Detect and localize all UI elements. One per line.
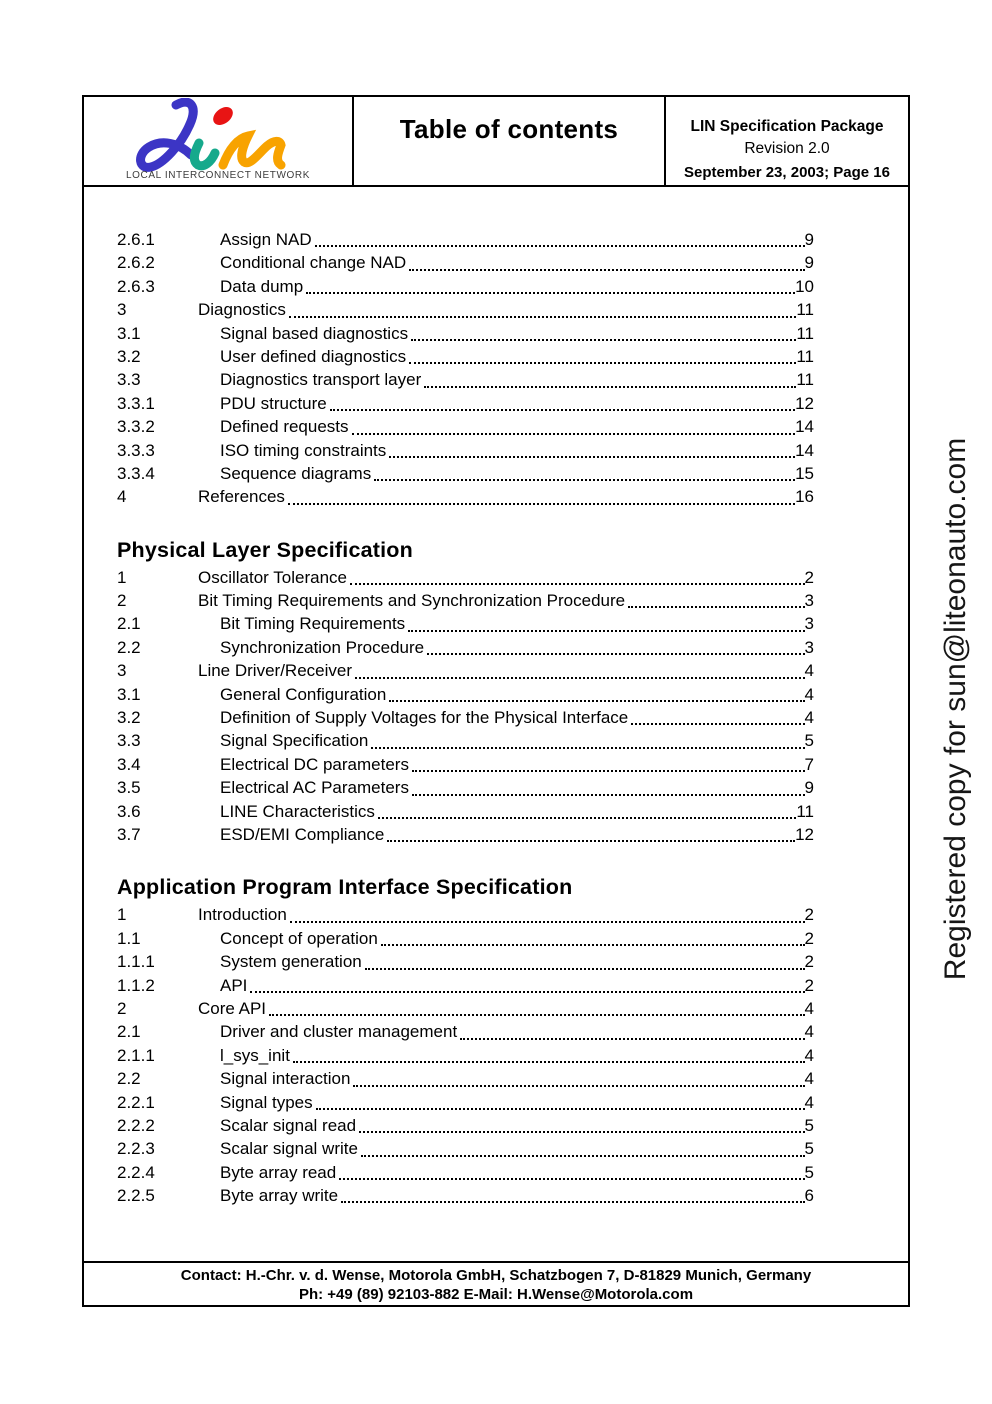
toc-entry [117, 706, 814, 729]
entry-title: Electrical AC Parameters [220, 778, 409, 798]
entry-number: 2.2.1 [117, 1092, 155, 1112]
entry-page-number: 3 [804, 637, 814, 657]
entry-title: ISO timing constraints [220, 440, 387, 460]
entry-title: Bit Timing Requirements [220, 614, 406, 634]
entry-number: 1.1 [117, 928, 141, 948]
logo-n-stroke [223, 136, 281, 165]
entry-page-number: 2 [804, 952, 814, 972]
entry-number: 3 [117, 661, 127, 681]
leader-dots [628, 706, 804, 729]
page-title: Table of contents [399, 114, 619, 144]
logo-l-stroke [141, 102, 194, 167]
entry-title: Byte array write [220, 1186, 339, 1206]
leader-dots [266, 997, 804, 1020]
entry-page-number: 9 [804, 230, 814, 249]
entry-number: 3.1 [117, 323, 141, 343]
toc-entry [117, 612, 814, 635]
toc-entry [117, 298, 814, 321]
toc-entry [117, 903, 814, 926]
leader-dots [350, 1067, 804, 1090]
entry-page-number: 9 [804, 778, 814, 798]
toc-entry [117, 1184, 814, 1207]
toc-content-box [82, 185, 910, 1263]
entry-title: Diagnostics [198, 300, 286, 320]
toc-section-heading: Application Program Interface Specification [117, 875, 573, 900]
entry-page-number: 11 [796, 370, 814, 390]
lin-logo [84, 97, 352, 185]
toc-entry [117, 462, 814, 485]
entry-page-number: 12 [795, 824, 814, 844]
leader-dots [285, 485, 795, 508]
entry-number: 1 [117, 905, 127, 925]
toc-entry [117, 439, 814, 462]
entry-title: Electrical DC parameters [220, 754, 409, 774]
entry-page-number: 10 [795, 276, 814, 296]
entry-number: 2 [117, 998, 127, 1018]
leader-dots [406, 345, 796, 368]
entry-title: Sequence diagrams [220, 463, 372, 483]
toc [117, 228, 814, 1207]
entry-title: Introduction [198, 905, 287, 925]
leader-dots [625, 589, 804, 612]
leader-dots [338, 1184, 804, 1207]
entry-number: 3.1 [117, 684, 141, 704]
leader-dots [336, 1161, 804, 1184]
entry-page-number: 4 [804, 661, 814, 681]
entry-number: 3.7 [117, 824, 141, 844]
entry-title: References [198, 487, 285, 507]
spec-package-label: LIN Specification Package [690, 118, 884, 135]
entry-page-number: 14 [795, 417, 814, 437]
leader-dots [356, 1114, 804, 1137]
entry-page-number: 3 [804, 614, 814, 634]
leader-dots [303, 275, 795, 298]
entry-title: Data dump [220, 276, 304, 296]
toc-entry [117, 1137, 814, 1160]
header-title-cell [352, 97, 664, 185]
entry-title: Conditional change NAD [220, 253, 407, 273]
entry-page-number: 5 [804, 1139, 814, 1159]
entry-page-number: 15 [795, 463, 814, 483]
header-meta-cell [664, 97, 908, 185]
entry-page-number: 3 [804, 591, 814, 611]
entry-page-number: 2 [804, 905, 814, 925]
entry-number: 2.2 [117, 637, 141, 657]
toc-entry [117, 1020, 814, 1043]
entry-page-number: 11 [796, 801, 814, 821]
entry-title: Bit Timing Requirements and Synchronization Procedure [198, 591, 626, 611]
entry-number: 2.2.2 [117, 1115, 155, 1135]
leader-dots [290, 1044, 805, 1067]
leader-dots [347, 566, 805, 589]
entry-title: Scalar signal write [220, 1139, 358, 1159]
entry-title: Signal Specification [220, 731, 369, 751]
leader-dots [352, 659, 805, 682]
leader-dots [368, 729, 804, 752]
entry-number: 3.3.1 [117, 393, 155, 413]
entry-number: 2.6.1 [117, 230, 155, 249]
leader-dots [247, 974, 804, 997]
entry-title: PDU structure [220, 393, 327, 413]
entry-number: 2.1 [117, 1022, 141, 1042]
leader-dots [327, 392, 795, 415]
entry-page-number: 11 [796, 323, 814, 343]
toc-entry [117, 1044, 814, 1067]
entry-number: 2.6.3 [117, 276, 155, 296]
entry-title: Definition of Supply Voltages for the Physical Interface [220, 708, 629, 728]
entry-number: 3.3 [117, 370, 141, 390]
entry-page-number: 11 [796, 346, 814, 366]
toc-entry [117, 275, 814, 298]
entry-page-number: 7 [804, 754, 814, 774]
entry-page-number: 4 [804, 998, 814, 1018]
entry-number: 3.3.3 [117, 440, 155, 460]
entry-page-number: 14 [795, 440, 814, 460]
toc-entry [117, 800, 814, 823]
entry-number: 2.2.3 [117, 1139, 155, 1159]
entry-page-number: 2 [804, 567, 814, 587]
entry-page-number: 4 [804, 1045, 814, 1065]
entry-title: Assign NAD [220, 230, 312, 249]
toc-section-heading: Physical Layer Specification [117, 537, 413, 562]
leader-dots [286, 298, 796, 321]
toc-entry [117, 753, 814, 776]
toc-entry [117, 950, 814, 973]
leader-dots [386, 439, 795, 462]
toc-entry [117, 1114, 814, 1137]
toc-entry [117, 927, 814, 950]
entry-number: 2.2.4 [117, 1162, 155, 1182]
entry-page-number: 4 [804, 1069, 814, 1089]
logo-i-dot [210, 103, 237, 128]
entry-title: Concept of operation [220, 928, 378, 948]
entry-page-number: 4 [804, 1022, 814, 1042]
leader-dots [457, 1020, 804, 1043]
entry-page-number: 5 [804, 1115, 814, 1135]
toc-entry [117, 1067, 814, 1090]
toc-entry [117, 415, 814, 438]
toc-entry [117, 776, 814, 799]
footer-contact-line: Contact: H.-Chr. v. d. Wense, Motorola GmbH, Schatzbogen 7, D-81829 Munich, Germany [180, 1267, 812, 1284]
entry-number: 2.6.2 [117, 253, 155, 273]
entry-page-number: 16 [795, 487, 814, 507]
entry-number: 2 [117, 591, 127, 611]
entry-title: Defined requests [220, 417, 349, 437]
entry-title: LINE Characteristics [220, 801, 375, 821]
entry-number: 1 [117, 567, 127, 587]
toc-entry [117, 322, 814, 345]
toc-entry [117, 345, 814, 368]
lin-logo-graphic [102, 98, 334, 172]
footer-phone-email-line: Ph: +49 (89) 92103-882 E-Mail: H.Wense@Motorola.com [298, 1286, 694, 1303]
toc-entry [117, 659, 814, 682]
entry-title: Diagnostics transport layer [220, 370, 422, 390]
entry-title: Driver and cluster management [220, 1022, 458, 1042]
date-page-label: September 23, 2003; Page 16 [684, 164, 890, 181]
entry-number: 2.2.5 [117, 1186, 155, 1206]
entry-page-number: 5 [804, 731, 814, 751]
entry-title: General Configuration [220, 684, 387, 704]
leader-dots [384, 823, 795, 846]
entry-title: ESD/EMI Compliance [220, 824, 385, 844]
entry-page-number: 6 [804, 1186, 814, 1206]
toc-entry [117, 485, 814, 508]
registered-copy-watermark: Registered copy for sun@liteonauto.com [939, 437, 972, 981]
leader-dots [313, 1091, 805, 1114]
entry-page-number: 4 [804, 1092, 814, 1112]
entry-number: 3.3 [117, 731, 141, 751]
leader-dots [408, 322, 796, 345]
leader-dots [375, 800, 796, 823]
revision-label: Revision 2.0 [744, 140, 830, 157]
entry-number: 2.1.1 [117, 1045, 155, 1065]
entry-title: Signal types [220, 1092, 313, 1112]
toc-entry [117, 368, 814, 391]
logo-i-stroke [194, 143, 215, 166]
entry-title: User defined diagnostics [220, 346, 407, 366]
entry-number: 3.2 [117, 708, 141, 728]
toc-entry [117, 1161, 814, 1184]
entry-page-number: 2 [804, 975, 814, 995]
entry-number: 3.6 [117, 801, 141, 821]
toc-entry [117, 251, 814, 274]
entry-number: 3.4 [117, 754, 141, 774]
entry-page-number: 9 [804, 253, 814, 273]
entry-number: 1.1.1 [117, 952, 155, 972]
document-footer [82, 1261, 910, 1307]
entry-page-number: 2 [804, 928, 814, 948]
leader-dots [409, 776, 805, 799]
entry-number: 1.1.2 [117, 975, 155, 995]
toc-entry [117, 636, 814, 659]
entry-title: Signal interaction [220, 1069, 351, 1089]
entry-title: Signal based diagnostics [220, 323, 409, 343]
logo-caption: LOCAL INTERCONNECT NETWORK [126, 170, 310, 181]
toc-entry [117, 997, 814, 1020]
entry-number: 3.3.2 [117, 417, 155, 437]
entry-number: 4 [117, 487, 127, 507]
leader-dots [421, 368, 796, 391]
entry-title: Oscillator Tolerance [198, 567, 347, 587]
leader-dots [358, 1137, 805, 1160]
document-header [82, 95, 910, 187]
entry-number: 2.2 [117, 1069, 141, 1089]
toc-entry [117, 729, 814, 752]
leader-dots [362, 950, 805, 973]
toc-entry [117, 974, 814, 997]
toc-entry [117, 392, 814, 415]
entry-page-number: 5 [804, 1162, 814, 1182]
leader-dots [349, 415, 796, 438]
entry-number: 3.5 [117, 778, 141, 798]
toc-entry [117, 1091, 814, 1114]
entry-number: 3.2 [117, 346, 141, 366]
leader-dots [406, 251, 804, 274]
leader-dots [409, 753, 805, 776]
entry-title: Core API [198, 998, 267, 1018]
leader-dots [371, 462, 795, 485]
entry-title: System generation [220, 952, 362, 972]
entry-number: 2.1 [117, 614, 141, 634]
entry-page-number: 11 [796, 300, 814, 320]
leader-dots [287, 903, 805, 926]
leader-dots [378, 927, 805, 950]
entry-title: Synchronization Procedure [220, 637, 425, 657]
entry-title: l_sys_init [220, 1045, 290, 1065]
leader-dots [386, 683, 804, 706]
leader-dots [405, 612, 804, 635]
leader-dots [424, 636, 804, 659]
entry-title: Line Driver/Receiver [198, 661, 352, 681]
entry-number: 3 [117, 300, 127, 320]
toc-entry [117, 683, 814, 706]
entry-page-number: 12 [795, 393, 814, 413]
toc-entry [117, 823, 814, 846]
entry-title: API [220, 975, 248, 995]
entry-page-number: 4 [804, 684, 814, 704]
toc-entry [117, 566, 814, 589]
entry-title: Scalar signal read [220, 1115, 357, 1135]
entry-number: 3.3.4 [117, 463, 155, 483]
toc-entry [117, 589, 814, 612]
entry-page-number: 4 [804, 708, 814, 728]
leader-dots [312, 228, 805, 251]
entry-title: Byte array read [220, 1162, 337, 1182]
toc-entry [117, 228, 814, 251]
